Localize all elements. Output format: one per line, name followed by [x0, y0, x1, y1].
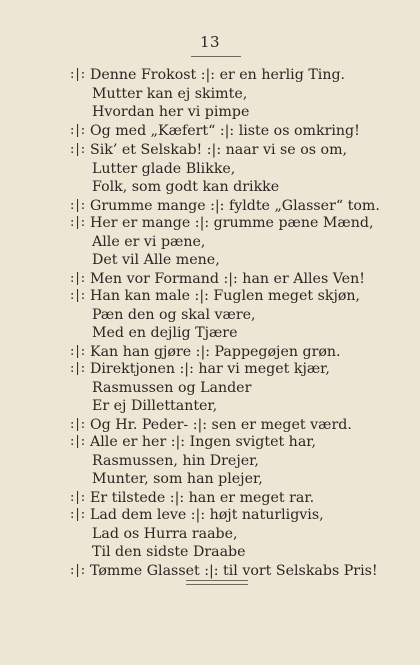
repeat-mark: :|:	[70, 507, 87, 522]
verse-line	[0, 452, 420, 471]
verse-text: Lad os Hurra raabe,	[92, 525, 238, 542]
verse-text: Sik’ et Selskab! :|: naar vi se os om,	[90, 142, 348, 158]
verse-text: Direktjonen :|: har vi meget kjær,	[90, 361, 330, 377]
verse-line	[0, 85, 420, 104]
verse-line	[0, 178, 420, 197]
repeat-mark: :|:	[70, 361, 87, 376]
verse-line	[0, 360, 420, 379]
verse-line	[0, 470, 420, 489]
bottom-double-rule	[186, 580, 248, 588]
stanza-2	[0, 141, 420, 216]
verse-text: Grumme mange :|: fyldte „Glasser“ tom.	[90, 198, 380, 215]
verse-line	[0, 525, 420, 544]
verse-line	[0, 270, 420, 289]
verse-line	[0, 122, 420, 141]
verse-line	[0, 287, 420, 306]
verse-text: Denne Frokost :|: er en herlig Ting.	[90, 67, 346, 83]
verse-text: Alle er vi pæne,	[92, 233, 206, 250]
verse-line	[0, 197, 420, 216]
stanza-4	[0, 287, 420, 362]
verse-text: Her er mange :|: grumme pæne Mænd,	[90, 215, 374, 231]
verse-line	[0, 379, 420, 398]
verse-line	[0, 562, 420, 581]
verse-line	[0, 103, 420, 122]
verse-text: Munter, som han plejer,	[92, 471, 263, 488]
repeat-mark: :|:	[70, 434, 87, 449]
verse-line	[0, 233, 420, 252]
verse-text: Alle er her :|: Ingen svigtet har,	[90, 434, 317, 450]
verse-line	[0, 416, 420, 435]
verse-text: Til den sidste Draabe	[92, 544, 246, 561]
verse-text: Og med „Kæfert“ :|: liste os omkring!	[90, 123, 360, 140]
verse-line	[0, 343, 420, 362]
verse-text: Lutter glade Blikke,	[92, 160, 236, 177]
stanza-6	[0, 433, 420, 508]
verse-text: Rasmussen, hin Drejer,	[92, 452, 259, 469]
repeat-mark: :|:	[70, 490, 87, 506]
repeat-mark: :|:	[70, 288, 87, 303]
verse-line	[0, 489, 420, 508]
verse-line	[0, 66, 420, 85]
verse-text: Tømme Glasset :|: til vort Selskabs Pris!	[90, 563, 378, 580]
repeat-mark: :|:	[70, 215, 87, 230]
repeat-mark: :|:	[70, 271, 87, 287]
verse-text: Mutter kan ej skimte,	[92, 85, 248, 102]
top-rule	[191, 56, 241, 57]
repeat-mark: :|:	[70, 563, 87, 579]
verse-text: Folk, som godt kan drikke	[92, 179, 280, 196]
verse-text: Kan han gjøre :|: Pappegøjen grøn.	[90, 344, 341, 361]
verse-line	[0, 141, 420, 160]
verse-line	[0, 506, 420, 525]
repeat-mark: :|:	[70, 417, 87, 433]
verse-line	[0, 397, 420, 416]
repeat-mark: :|:	[70, 344, 87, 360]
repeat-mark: :|:	[70, 123, 87, 139]
verse-line	[0, 251, 420, 270]
verse-text: Med en dejlig Tjære	[92, 325, 238, 342]
verse-line	[0, 433, 420, 452]
verse-text: Men vor Formand :|: han er Alles Ven!	[90, 271, 365, 288]
repeat-mark: :|:	[70, 142, 87, 157]
verse-text: Rasmussen og Lander	[92, 379, 252, 396]
repeat-mark: :|:	[70, 198, 87, 214]
verse-text: Er ej Dillettanter,	[92, 398, 218, 415]
verse-text: Pæn den og skal være,	[92, 306, 256, 323]
stanza-1	[0, 66, 420, 141]
stanza-3	[0, 214, 420, 289]
verse-text: Hvordan her vi pimpe	[92, 104, 250, 121]
rule-line	[186, 584, 248, 585]
verse-text: Er tilstede :|: han er meget rar.	[90, 490, 315, 507]
repeat-mark: :|:	[70, 67, 87, 82]
verse-line	[0, 160, 420, 179]
stanza-5	[0, 360, 420, 435]
verse-text: Det vil Alle mene,	[92, 252, 220, 269]
verse-line	[0, 306, 420, 325]
verse-line	[0, 324, 420, 343]
verse-text: Lad dem leve :|: højt naturligvis,	[90, 507, 324, 523]
stanza-7	[0, 506, 420, 581]
verse-line	[0, 214, 420, 233]
page-number: 13	[199, 33, 221, 51]
verse-text: Han kan male :|: Fuglen meget skjøn,	[90, 288, 361, 304]
verse-text: Og Hr. Peder- :|: sen er meget værd.	[90, 417, 352, 434]
verse-line	[0, 543, 420, 562]
rule-line	[186, 580, 248, 581]
